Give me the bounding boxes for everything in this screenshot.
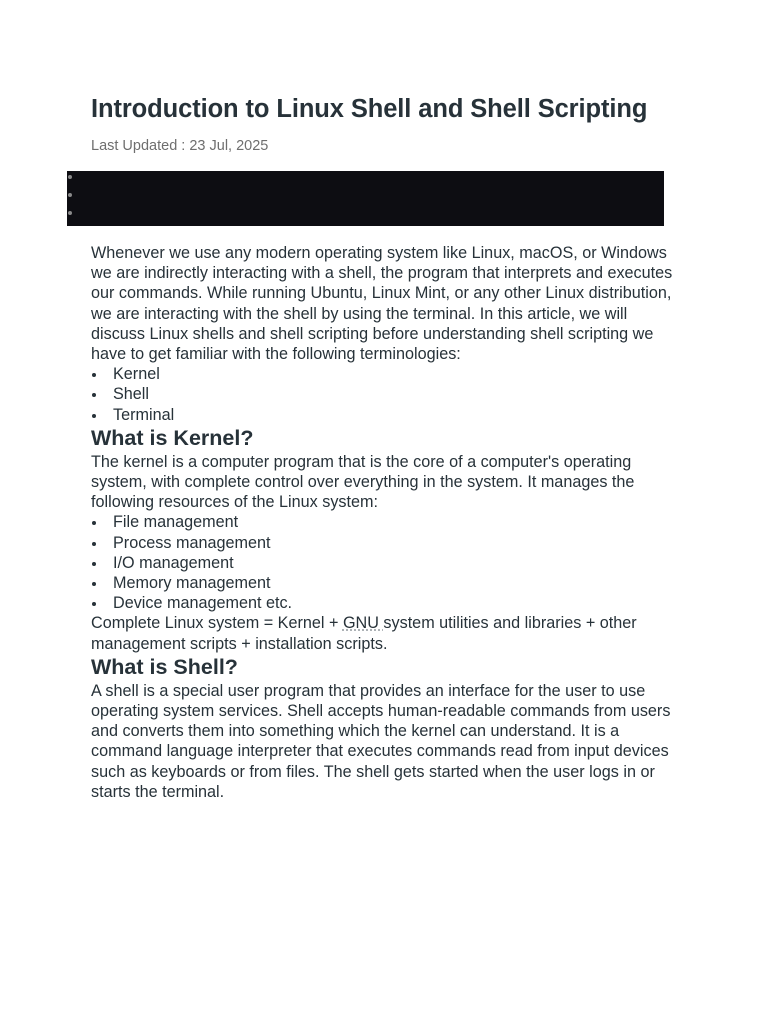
formula-text-start: Complete Linux system = Kernel + xyxy=(91,614,343,633)
list-item: File management xyxy=(113,512,681,532)
list-item: Device management etc. xyxy=(113,593,681,613)
gnu-link[interactable]: GNU xyxy=(342,614,384,633)
terminology-list xyxy=(91,364,681,425)
list-item: Terminal xyxy=(113,405,681,425)
article-header xyxy=(91,92,683,155)
article-body xyxy=(91,243,681,802)
list-item: Shell xyxy=(113,384,681,404)
formula-text-end: system utilities and libraries + other management scripts + installation scripts. xyxy=(91,614,637,653)
list-item: Memory management xyxy=(113,573,681,593)
terminal-dot-icon xyxy=(68,193,72,197)
terminal-dot-icon xyxy=(68,175,72,179)
shell-heading: What is Shell? xyxy=(91,654,238,679)
list-item: I/O management xyxy=(113,553,681,573)
terminal-banner xyxy=(67,171,664,226)
list-item: Kernel xyxy=(113,364,681,384)
kernel-heading: What is Kernel? xyxy=(91,425,254,450)
shell-paragraph: A shell is a special user program that provides an interface for the user to use operating system services. Shell accepts human-readable commands from users and converts them into something which the kernel can understand. It is a command language interpreter that executes commands read from input devices such as keyboards or from files. The shell gets started when the user logs in or starts the terminal. xyxy=(91,681,671,801)
terminal-dot-icon xyxy=(68,211,72,215)
linux-system-formula xyxy=(91,613,681,653)
intro-paragraph: Whenever we use any modern operating system like Linux, macOS, or Windows we are indirectly interacting with a shell, the program that interprets and executes our commands. While running Ubuntu, Linux Mint, or any other Linux distribution, we are interacting with the shell by using the terminal. In this article, we will discuss Linux shells and shell scripting before understanding shell scripting we have to get familiar with the following terminologies: xyxy=(91,244,673,364)
last-updated-date: Last Updated : 23 Jul, 2025 xyxy=(91,138,269,154)
list-item: Process management xyxy=(113,533,681,553)
kernel-resources-list xyxy=(91,512,681,613)
page-title: Introduction to Linux Shell and Shell Scripting xyxy=(91,95,648,123)
kernel-paragraph: The kernel is a computer program that is the core of a computer's operating system, with complete control over everything in the system. It manages the following resources of the Linux system: xyxy=(91,452,635,512)
